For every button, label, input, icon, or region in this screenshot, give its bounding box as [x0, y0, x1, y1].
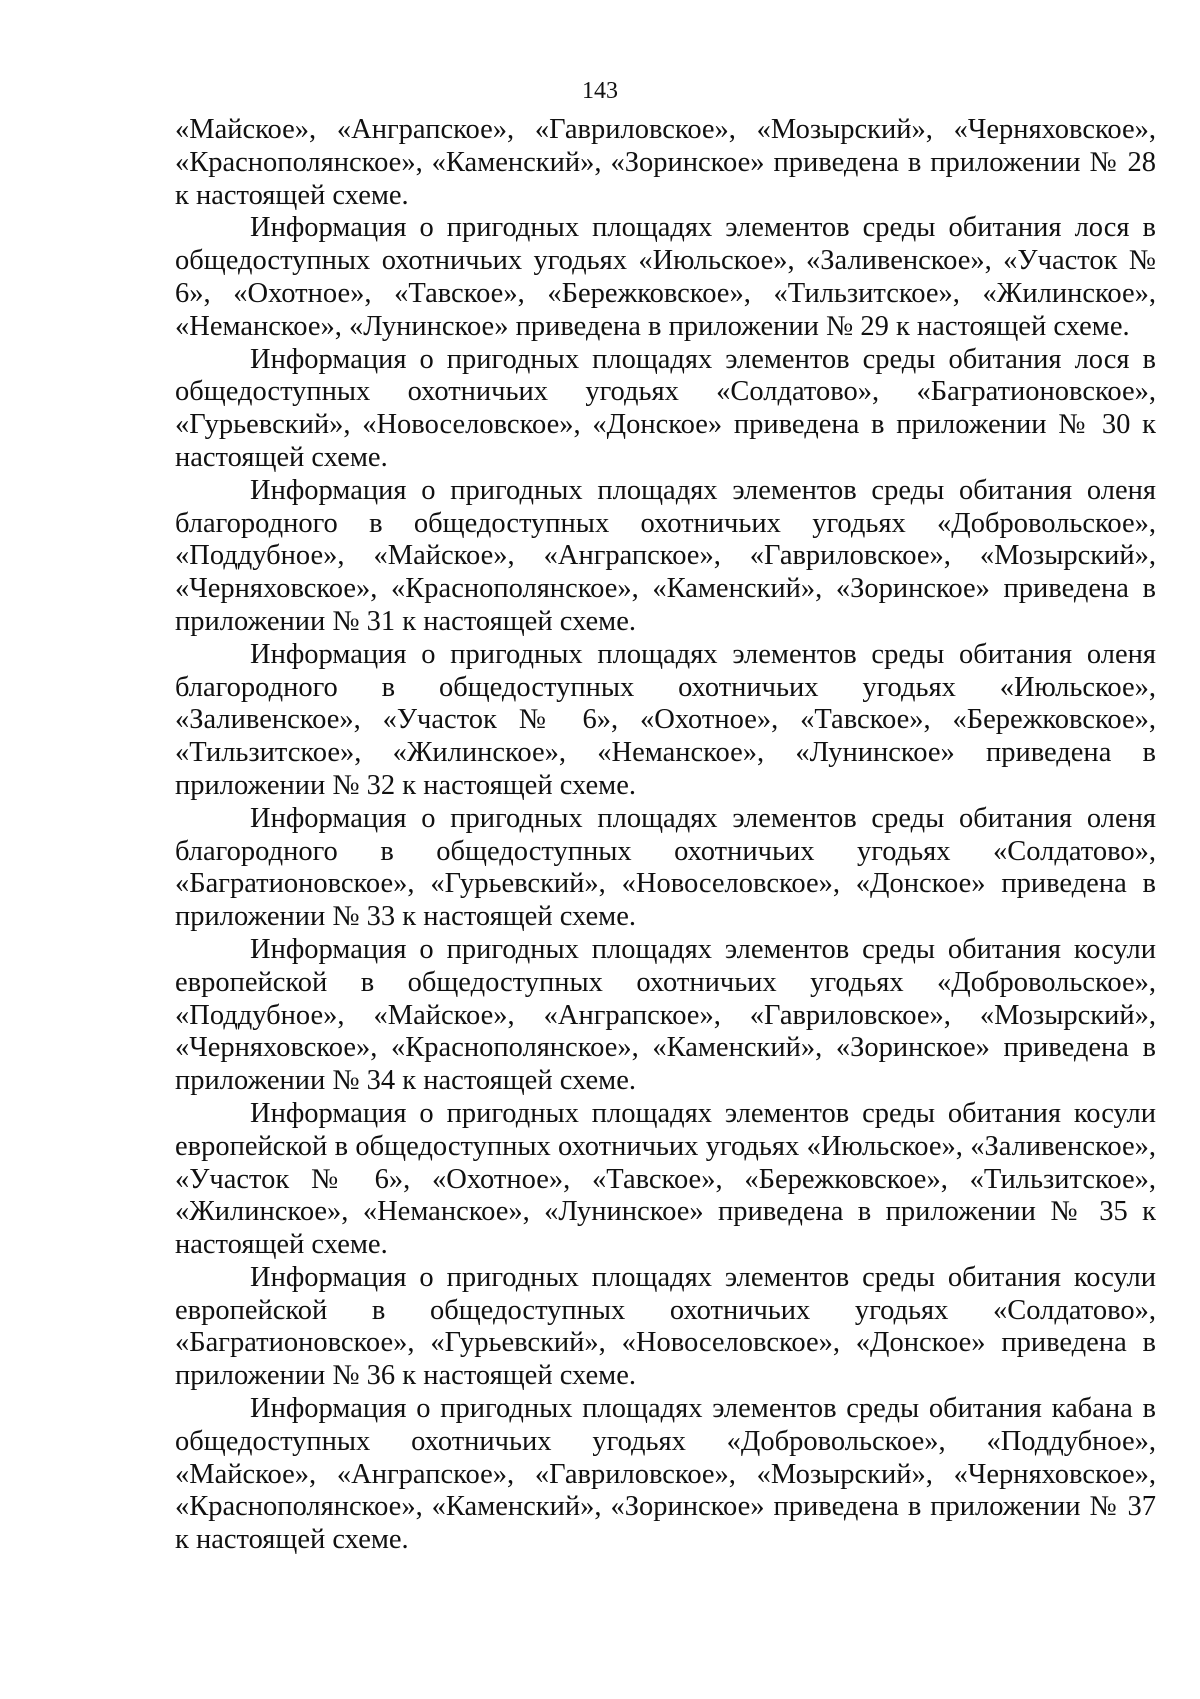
paragraph: Информация о пригодных площадях элементов среды обитания оленя благородного в общедоступных охотничьих угодьях «Добровольское», «Поддубное», «Майское», «Анграпское», «Гавриловское», «Мозырский», «Черняховское», «Краснополянское», «Каменский», «Зоринское» приведена в приложении № 31 к настоящей схеме. — [175, 474, 1156, 637]
paragraph: Информация о пригодных площадях элементов среды обитания косули европейской в общедоступных охотничьих угодьях «Добровольское», «Поддубное», «Майское», «Анграпское», «Гавриловское», «Мозырский», «Черняховское», «Краснополянское», «Каменский», «Зоринское» приведена в приложении № 34 к настоящей схеме. — [175, 933, 1156, 1097]
paragraph: Информация о пригодных площадях элементов среды обитания лося в общедоступных охотничьих угодьях «Июльское», «Заливенское», «Участок № 6», «Охотное», «Тавское», «Бережковское», «Тильзитское», «Жилинское», «Неманское», «Лунинское» приведена в приложении № 29 к настоящей схеме. — [175, 212, 1156, 342]
paragraph: Информация о пригодных площадях элементов среды обитания кабана в общедоступных охотничьих угодьях «Добровольское», «Поддубное», «Майское», «Анграпское», «Гавриловское», «Мозырский», «Черняховское», «Краснополянское», «Каменский», «Зоринское» приведена в приложении № 37 к настоящей схеме. — [175, 1393, 1156, 1556]
paragraph: Информация о пригодных площадях элементов среды обитания оленя благородного в общедоступных охотничьих угодьях «Июльское», «Заливенское», «Участок № 6», «Охотное», «Тавское», «Бережковское», «Тильзитское», «Жилинское», «Неманское», «Лунинское» приведена в приложении № 32 к настоящей схеме. — [175, 638, 1156, 801]
paragraph: Информация о пригодных площадях элементов среды обитания косули европейской в общедоступных охотничьих угодьях «Солдатово», «Багратионовское», «Гурьевский», «Новоселовское», «Донское» приведена в приложении № 36 к настоящей схеме. — [175, 1261, 1156, 1392]
document-body — [175, 114, 1156, 1557]
paragraph: «Майское», «Анграпское», «Гавриловское», «Мозырский», «Черняховское», «Краснополянское», «Каменский», «Зоринское» приведена в приложении № 28 к настоящей схеме. — [175, 114, 1156, 211]
paragraph: Информация о пригодных площадях элементов среды обитания косули европейской в общедоступных охотничьих угодьях «Июльское», «Заливенское», «Участок № 6», «Охотное», «Тавское», «Бережковское», «Тильзитское», «Жилинское», «Неманское», «Лунинское» приведена в приложении № 35 к настоящей схеме. — [175, 1097, 1156, 1261]
paragraph: Информация о пригодных площадях элементов среды обитания оленя благородного в общедоступных охотничьих угодьях «Солдатово», «Багратионовское», «Гурьевский», «Новоселовское», «Донское» приведена в приложении № 33 к настоящей схеме. — [175, 802, 1156, 933]
page-number: 143 — [582, 78, 618, 104]
paragraph: Информация о пригодных площадях элементов среды обитания лося в общедоступных охотничьих угодьях «Солдатово», «Багратионовское», «Гурьевский», «Новоселовское», «Донское» приведена в приложении № 30 к настоящей схеме. — [175, 343, 1156, 473]
